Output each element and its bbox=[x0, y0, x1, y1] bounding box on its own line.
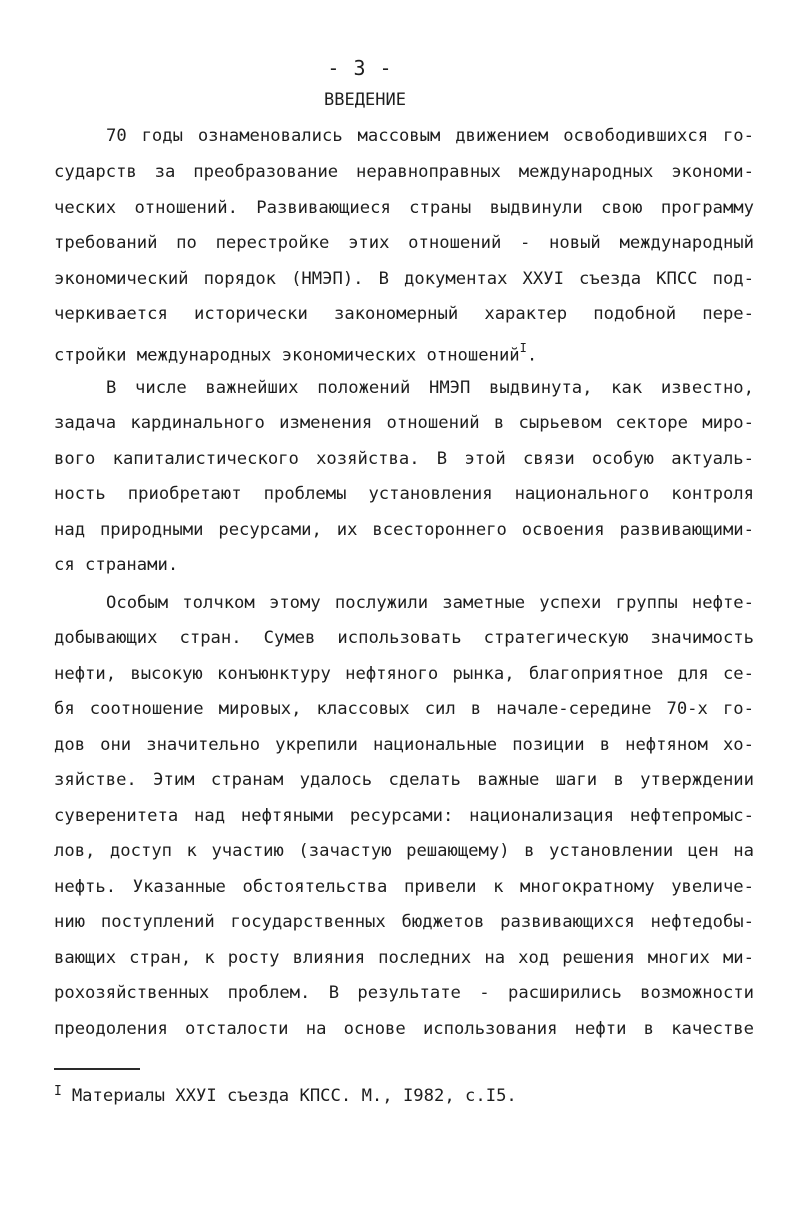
paragraph-1-line: требований по перестройке этих отношений - новый международный bbox=[54, 233, 754, 253]
page-title: ВВЕДЕНИЕ bbox=[324, 90, 406, 110]
paragraph-3-line: бя соотношение мировых, классовых сил в начале-середине 70-х го- bbox=[54, 699, 754, 719]
paragraph-2-line: ся странами. bbox=[54, 555, 179, 575]
paragraph-3-line: нефти, высокую конъюнктуру нефтяного рынка, благоприятное для се- bbox=[54, 664, 754, 684]
paragraph-3-line: лов, доступ к участию (зачастую решающему) в установлении цен на bbox=[54, 841, 754, 861]
paragraph-1-line: ческих отношений. Развивающиеся страны выдвинули свою программу bbox=[54, 198, 754, 218]
paragraph-3-line: дов они значительно укрепили национальные позиции в нефтяном хо- bbox=[54, 735, 754, 755]
paragraph-2-line: задача кардинального изменения отношений в сырьевом секторе миро- bbox=[54, 413, 754, 433]
paragraph-3-line: суверенитета над нефтяными ресурсами: национализация нефтепромыс- bbox=[54, 806, 754, 826]
footnote-text: Материалы ХХУI съезда КПСС. М., I982, с.I5. bbox=[71, 1086, 517, 1106]
paragraph-2-line: над природными ресурсами, их всестороннего освоения развивающими- bbox=[54, 520, 754, 540]
paragraph-1-last-line bbox=[54, 339, 754, 367]
paragraph-3-line: вающих стран, к росту влияния последних на ход решения многих ми- bbox=[54, 948, 754, 968]
paragraph-1-line: экономический порядок (НМЭП). В документах ХХУI съезда КПСС под- bbox=[54, 269, 754, 289]
paragraph-2-line: В числе важнейших положений НМЭП выдвинута, как известно, bbox=[106, 378, 754, 398]
paragraph-1-line: сударств за преобразование неравноправных международных экономи- bbox=[54, 162, 754, 182]
paragraph-2-line: ность приобретают проблемы установления национального контроля bbox=[54, 484, 754, 504]
paragraph-3-line: рохозяйственных проблем. В результате - расширились возможности bbox=[54, 983, 754, 1003]
paragraph-3-line: зяйстве. Этим странам удалось сделать важные шаги в утверждении bbox=[54, 770, 754, 790]
footnote-divider bbox=[54, 1068, 140, 1070]
paragraph-3-line: нефть. Указанные обстоятельства привели к многократному увеличе- bbox=[54, 877, 754, 897]
footnote-mark: I bbox=[54, 1084, 62, 1099]
paragraph-1-line: стройки международных экономических отношений bbox=[54, 345, 520, 366]
paragraph-1-line: черкивается исторически закономерный характер подобной пере- bbox=[54, 304, 754, 324]
page-number: - 3 - bbox=[327, 56, 393, 80]
paragraph-3-line: Особым толчком этому послужили заметные успехи группы нефте- bbox=[106, 593, 754, 613]
paragraph-3-line: нию поступлений государственных бюджетов развивающихся нефтедобы- bbox=[54, 912, 754, 932]
paragraph-3-line: преодоления отсталости на основе использования нефти в качестве bbox=[54, 1019, 754, 1039]
paragraph-2-line: вого капиталистического хозяйства. В этой связи особую актуаль- bbox=[54, 449, 754, 469]
paragraph-3-line: добывающих стран. Сумев использовать стратегическую значимость bbox=[54, 628, 754, 648]
footnote-reference: I bbox=[519, 341, 527, 355]
footnote bbox=[54, 1085, 517, 1109]
paragraph-1-line: 70 годы ознаменовались массовым движением освободившихся го- bbox=[106, 126, 754, 146]
paragraph-1-tail: . bbox=[526, 345, 538, 366]
